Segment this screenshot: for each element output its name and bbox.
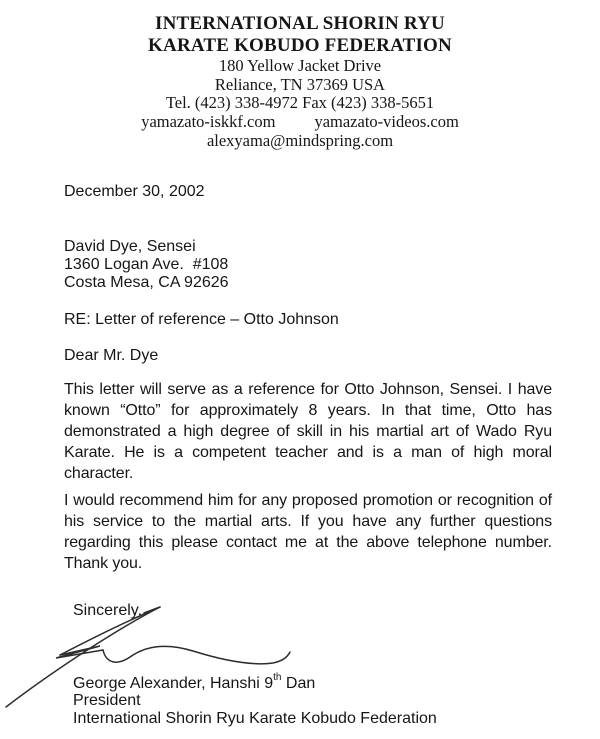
closing: Sincerely, xyxy=(73,601,143,619)
email-address: alexyama@mindspring.com xyxy=(206,130,394,150)
signer-org: International Shorin Ryu Karate Kobudo Federation xyxy=(73,709,437,727)
paragraph-line: This letter will serve as a reference for Otto Johnson, Sensei. I have xyxy=(64,380,552,398)
body-paragraph xyxy=(64,379,552,484)
recipient-line: David Dye, Sensei xyxy=(64,237,196,255)
website-line xyxy=(0,113,600,132)
paragraph-line: regarding this please contact me at the above telephone number. xyxy=(64,533,552,551)
date-line: December 30, 2002 xyxy=(64,182,205,200)
signer-name: George Alexander, Hanshi 9th Dan xyxy=(73,672,316,692)
ordinal-superscript: th xyxy=(273,672,282,684)
paragraph-line: known “Otto” for approximately 8 years. In that time, Otto has xyxy=(64,401,552,419)
paragraph-line: Karate. He is a competent teacher and is a man of high moral xyxy=(64,443,552,461)
paragraph-line: I would recommend him for any proposed promotion or recognition of xyxy=(64,491,552,509)
org-name-line2: KARATE KOBUDO FEDERATION xyxy=(148,35,452,56)
letterhead xyxy=(0,0,600,151)
phone-fax-line: Tel. (423) 338-4972 Fax (423) 338-5651 xyxy=(165,93,435,113)
signer-title: President xyxy=(73,692,141,710)
paragraph-line: demonstrated a high degree of skill in his martial art of Wado Ryu xyxy=(64,422,552,440)
recipient-line: 1360 Logan Ave. #108 xyxy=(64,255,229,273)
recipient-block xyxy=(64,238,552,292)
street-address: 180 Yellow Jacket Drive xyxy=(218,56,382,75)
paragraph-line: his service to the martial arts. If you have any further questions xyxy=(64,512,552,530)
website-left: yamazato-iskkf.com xyxy=(141,112,276,132)
letter-body xyxy=(64,181,552,728)
city-state-zip: Reliance, TN 37369 USA xyxy=(214,74,386,94)
org-name-line1: INTERNATIONAL SHORIN RYU xyxy=(155,13,445,34)
subject-line: RE: Letter of reference – Otto Johnson xyxy=(64,310,339,328)
website-right: yamazato-videos.com xyxy=(314,112,459,132)
salutation: Dear Mr. Dye xyxy=(64,346,159,364)
body-paragraph xyxy=(64,490,552,574)
paragraph-line: character. xyxy=(64,464,134,482)
body-paragraphs xyxy=(64,379,552,574)
recipient-line: Costa Mesa, CA 92626 xyxy=(64,273,229,291)
signer-block xyxy=(73,672,552,728)
paragraph-line: Thank you. xyxy=(64,554,143,572)
